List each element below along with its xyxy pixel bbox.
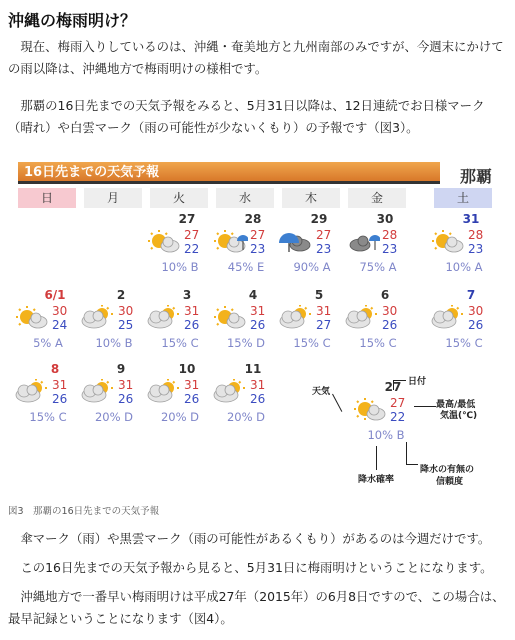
forecast-day-cell — [80, 362, 144, 426]
sun-cloud-icon — [146, 229, 182, 253]
umbrella-cloud-icon — [278, 229, 314, 253]
forecast-high-temp: 31 — [316, 304, 332, 318]
cloud-sun-icon — [80, 305, 116, 329]
forecast-date: 10 — [178, 362, 196, 376]
forecast-date: 5 — [314, 288, 324, 302]
legend-leader-line — [376, 446, 377, 470]
forecast-day-cell — [14, 362, 78, 426]
forecast-high-temp: 30 — [52, 304, 68, 318]
forecast-high-temp: 31 — [184, 378, 200, 392]
forecast-high-temp: 31 — [250, 378, 266, 392]
forecast-low-temp: 26 — [184, 318, 200, 332]
forecast-low-temp: 22 — [184, 242, 200, 256]
forecast-date: 6 — [380, 288, 390, 302]
forecast-low-temp: 26 — [184, 392, 200, 406]
cloud-sun-icon — [278, 305, 314, 329]
forecast-low-temp: 23 — [382, 242, 398, 256]
forecast-rain-probability: 90% A — [293, 260, 331, 274]
forecast-high-temp: 28 — [468, 228, 484, 242]
legend-leader-line — [406, 442, 407, 464]
forecast-date: 2 — [116, 288, 126, 302]
forecast-day-cell — [278, 212, 342, 276]
forecast-low-temp: 26 — [468, 318, 484, 332]
forecast-rain-probability: 10% B — [95, 336, 133, 350]
legend-leader-line — [332, 394, 342, 412]
forecast-low-temp: 23 — [250, 242, 266, 256]
forecast-day-cell — [430, 212, 494, 276]
forecast-rain-probability: 75% A — [359, 260, 397, 274]
forecast-low-temp: 23 — [468, 242, 484, 256]
dow-header-sat: 土 — [434, 188, 492, 208]
forecast-low-temp: 27 — [316, 318, 332, 332]
legend-weather-label: 天気 — [312, 387, 331, 397]
forecast-low-temp: 26 — [118, 392, 134, 406]
forecast-rain-probability: 10% A — [445, 260, 483, 274]
forecast-rain-probability: 15% C — [359, 336, 397, 350]
forecast-high-temp: 27 — [250, 228, 266, 242]
dow-header-mon: 月 — [84, 188, 142, 208]
forecast-high-temp: 30 — [118, 304, 134, 318]
cloud-sun-icon — [430, 305, 466, 329]
forecast-day-cell — [14, 288, 78, 352]
forecast-day-cell — [212, 362, 276, 426]
forecast-date: 31 — [462, 212, 480, 226]
cloud-sun-icon — [14, 379, 50, 403]
figure-caption: 図3 那覇の16日先までの天気予報 — [8, 506, 160, 517]
paragraph-3: 傘マーク（雨）や黒雲マーク（雨の可能性があるくもり）があるのは今週だけです。 — [8, 531, 491, 546]
forecast-rain-probability: 20% D — [160, 410, 200, 424]
legend-reliability-label-2: 信頼度 — [436, 477, 464, 487]
dow-header-tue: 火 — [150, 188, 208, 208]
legend-sample-hi: 27 — [390, 396, 406, 410]
cloud-sun-icon — [146, 379, 182, 403]
forecast-rain-probability: 5% A — [33, 336, 63, 350]
forecast-day-cell — [80, 288, 144, 352]
forecast-day-cell — [278, 288, 342, 352]
dow-header-sun: 日 — [18, 188, 76, 208]
forecast-date: 8 — [50, 362, 60, 376]
forecast-high-temp: 27 — [184, 228, 200, 242]
forecast-rain-probability: 15% C — [445, 336, 483, 350]
forecast-high-temp: 28 — [382, 228, 398, 242]
forecast-day-cell — [212, 288, 276, 352]
cloud-umbrella-icon — [344, 229, 380, 253]
dow-header-thu: 木 — [282, 188, 340, 208]
cloud-sun-icon — [146, 305, 182, 329]
forecast-rain-probability: 15% C — [293, 336, 331, 350]
forecast-day-cell — [344, 212, 408, 276]
cloud-sun-icon — [80, 379, 116, 403]
forecast-high-temp: 27 — [316, 228, 332, 242]
legend-leader-line — [414, 406, 436, 407]
forecast-high-temp: 31 — [118, 378, 134, 392]
forecast-date: 6/1 — [44, 288, 66, 302]
legend-rain-label: 降水確率 — [358, 475, 395, 485]
legend-temp-label-2: 気温(℃) — [440, 411, 478, 421]
forecast-date: 30 — [376, 212, 394, 226]
forecast-low-temp: 26 — [250, 318, 266, 332]
forecast-date: 9 — [116, 362, 126, 376]
cloud-sun-icon — [212, 379, 248, 403]
forecast-low-temp: 26 — [52, 392, 68, 406]
forecast-day-cell — [430, 288, 494, 352]
article-title: 沖縄の梅雨明け？ — [8, 11, 137, 30]
forecast-low-temp: 23 — [316, 242, 332, 256]
paragraph-2: 那覇の16日先までの天気予報をみると、5月31日以降は、12日連続でお日様マーク（晴れ）や白雲マーク（雨の可能性が少ないくもり）の予報です（図3）。 — [8, 98, 485, 135]
sun-cloud-icon — [212, 305, 248, 329]
sun-cloud-icon — [430, 229, 466, 253]
forecast-day-cell — [212, 212, 276, 276]
forecast-high-temp: 30 — [468, 304, 484, 318]
forecast-rain-probability: 15% C — [161, 336, 199, 350]
sun-cloud-icon — [14, 305, 50, 329]
legend-sample-cell — [352, 380, 416, 444]
forecast-date: 7 — [466, 288, 476, 302]
legend-sample-prob: 10% B — [367, 428, 405, 442]
forecast-day-cell — [344, 288, 408, 352]
legend-leader-line — [406, 464, 418, 465]
legend-date-label: 日付 — [408, 377, 427, 387]
legend-temp-label-1: 最高/最低 — [436, 400, 476, 410]
forecast-date: 3 — [182, 288, 192, 302]
forecast-rain-probability: 20% D — [226, 410, 266, 424]
forecast-date: 11 — [244, 362, 262, 376]
forecast-rain-probability: 15% C — [29, 410, 67, 424]
forecast-low-temp: 25 — [118, 318, 134, 332]
figure-banner: 16日先までの天気予報 — [18, 162, 440, 184]
legend-sample-date: 27 — [384, 380, 402, 394]
forecast-high-temp: 30 — [382, 304, 398, 318]
forecast-figure — [14, 158, 502, 496]
forecast-rain-probability: 20% D — [94, 410, 134, 424]
dow-header-wed: 水 — [216, 188, 274, 208]
legend-sample-lo: 22 — [390, 410, 406, 424]
forecast-date: 29 — [310, 212, 328, 226]
paragraph-1: 現在、梅雨入りしているのは、沖縄・奄美地方と九州南部のみですが、今週末にかけての雨以降は、沖縄地方で梅雨明けの様相です。 — [8, 39, 504, 76]
sun-cloud-umbrella-icon — [212, 229, 248, 253]
forecast-date: 4 — [248, 288, 258, 302]
cloud-sun-icon — [344, 305, 380, 329]
forecast-rain-probability: 10% B — [161, 260, 199, 274]
figure-city: 那覇 — [460, 167, 493, 186]
legend-reliability-label-1: 降水の有無の — [420, 465, 475, 475]
forecast-low-temp: 24 — [52, 318, 68, 332]
paragraph-5: 沖縄地方で一番早い梅雨明けは平成27年（2015年）の6月8日ですので、この場合は、最早記録ということになります（図4）。 — [8, 589, 505, 626]
forecast-low-temp: 26 — [250, 392, 266, 406]
forecast-rain-probability: 15% D — [226, 336, 266, 350]
forecast-high-temp: 31 — [184, 304, 200, 318]
forecast-low-temp: 26 — [382, 318, 398, 332]
forecast-date: 27 — [178, 212, 196, 226]
forecast-date: 28 — [244, 212, 262, 226]
forecast-day-cell — [146, 362, 210, 426]
sun-cloud-icon — [352, 397, 388, 421]
forecast-day-cell — [146, 212, 210, 276]
forecast-rain-probability: 45% E — [227, 260, 265, 274]
forecast-high-temp: 31 — [52, 378, 68, 392]
paragraph-4: この16日先までの天気予報から見ると、5月31日に梅雨明けということになります。 — [8, 560, 493, 575]
forecast-day-cell — [146, 288, 210, 352]
forecast-high-temp: 31 — [250, 304, 266, 318]
dow-header-fri: 金 — [348, 188, 406, 208]
